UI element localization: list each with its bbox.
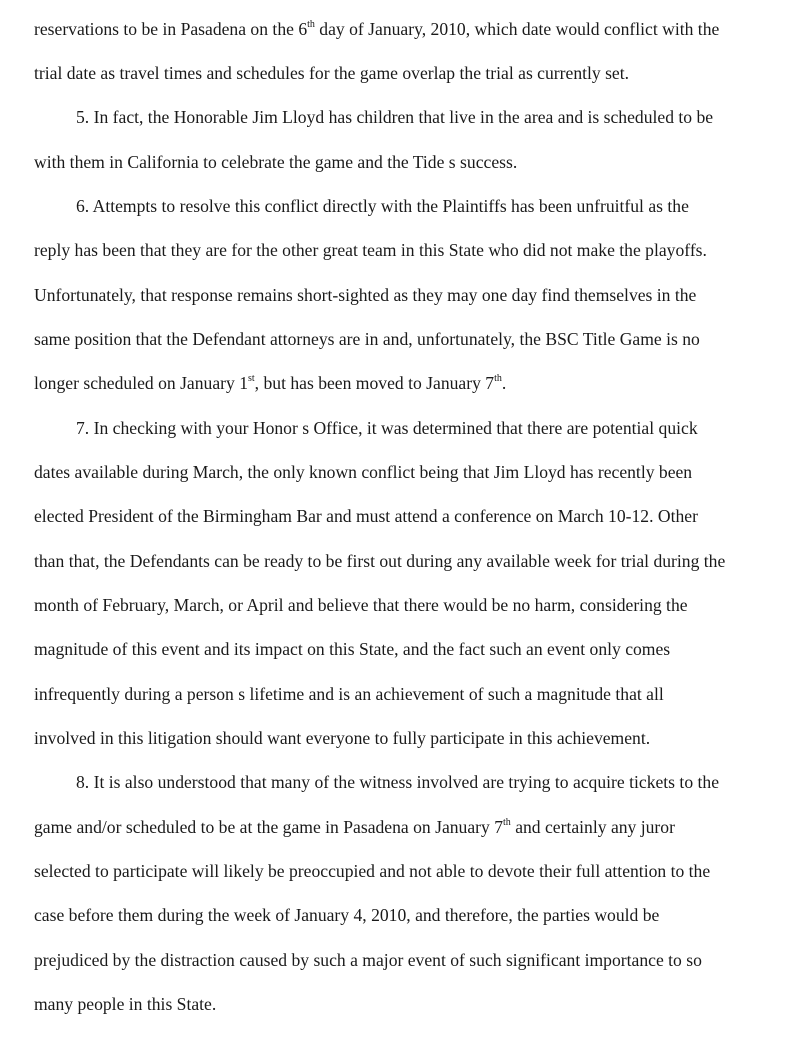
paragraph-6-start: 6. Attempts to resolve this conflict directly with the Plaintiffs has been unfruitful as the [76, 196, 689, 216]
text-line: many people in this State. [34, 994, 217, 1014]
text-line: prejudiced by the distraction caused by such a major event of such significant importance to so [34, 950, 702, 970]
text-line: reservations to be in Pasadena on the 6th day of January, 2010, which date would conflict with the [34, 19, 720, 39]
paragraph-5-start: 5. In fact, the Honorable Jim Lloyd has children that live in the area and is scheduled to be [76, 107, 714, 127]
text-line: dates available during March, the only known conflict being that Jim Lloyd has recently been [34, 462, 693, 482]
text-line: involved in this litigation should want everyone to fully participate in this achievement. [34, 728, 651, 748]
text-line: case before them during the week of January 4, 2010, and therefore, the parties would be [34, 905, 660, 925]
text-line: infrequently during a person s lifetime and is an achievement of such a magnitude that all [34, 684, 664, 704]
text-line: game and/or scheduled to be at the game in Pasadena on January 7th and certainly any juror [34, 817, 675, 837]
paragraph-7-start: 7. In checking with your Honor s Office, it was determined that there are potential quick [76, 418, 698, 438]
text-line: selected to participate will likely be preoccupied and not able to devote their full attention to the [34, 861, 711, 881]
text-line: Unfortunately, that response remains short-sighted as they may one day find themselves in the [34, 285, 697, 305]
text-line: with them in California to celebrate the game and the Tide s success. [34, 152, 518, 172]
text-line: magnitude of this event and its impact on this State, and the fact such an event only comes [34, 639, 671, 659]
text-line: same position that the Defendant attorneys are in and, unfortunately, the BSC Title Game is no [34, 329, 700, 349]
text-line: reply has been that they are for the other great team in this State who did not make the playoffs. [34, 240, 707, 260]
text-line: month of February, March, or April and believe that there would be no harm, considering the [34, 595, 688, 615]
text-line: trial date as travel times and schedules for the game overlap the trial as currently set. [34, 63, 630, 83]
text-line: longer scheduled on January 1st, but has been moved to January 7th. [34, 373, 507, 393]
text-line: than that, the Defendants can be ready to be first out during any available week for trial during the [34, 551, 726, 571]
paragraph-8-start: 8. It is also understood that many of the witness involved are trying to acquire tickets to the [76, 772, 720, 792]
text-line: elected President of the Birmingham Bar and must attend a conference on March 10-12. Other [34, 506, 698, 526]
